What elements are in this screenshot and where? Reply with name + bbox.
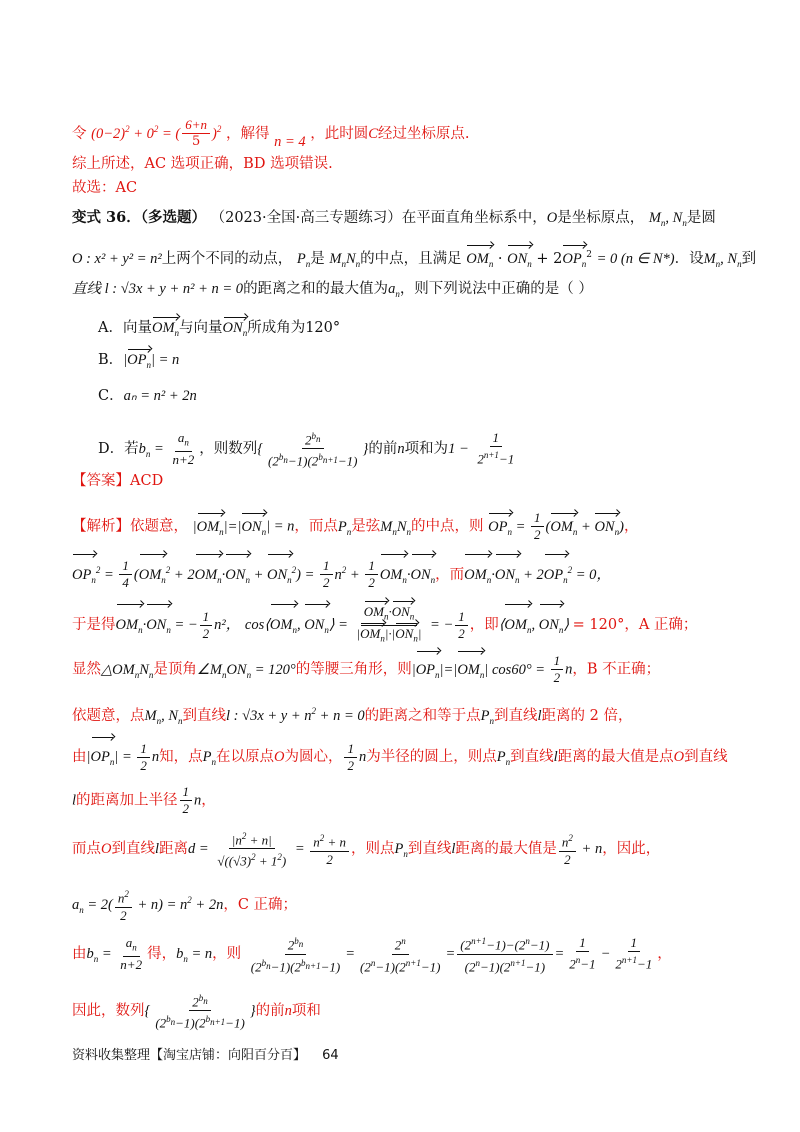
text: 由 <box>72 946 87 962</box>
text: 在以原点 <box>215 749 274 765</box>
text: A．向量 <box>98 320 152 336</box>
equation: $(0-2)^2 + 0^2$ = ( <box>91 124 181 142</box>
text: 的距离加上半径 <box>76 792 178 809</box>
text: 因此，数列 <box>72 1002 145 1019</box>
text: C <box>368 125 378 142</box>
text: n <box>284 1002 292 1019</box>
analysis-line-8: 而点O到直线l距离d = $\frac{|n^2 + n|}{√((√3)^2 + 1^2)}$ = $\frac{n^2 + n}{2}$ ，则点$P_n$到直线l距离的最大值是 $\frac{n^2}{2}$ + n，因此， <box>72 828 660 874</box>
analysis-line-7: l的距离加上半径 $\frac{1}{2}$ n， <box>72 784 216 816</box>
analysis-line-4: 显然$\triangle OM_nN_n$是顶角$\angle M_nON_n = 120^\circ$的等腰三角形，则$|OP_n|=|OM_n|$ cos60° = $\frac{1}{2}$ n，B 不正确； <box>72 653 660 690</box>
text: 的前 <box>255 1002 285 1019</box>
equation: = n <box>158 352 180 368</box>
text: 是坐标原点， <box>557 210 645 226</box>
equation: = 0 (n ∈ N*) <box>596 250 675 267</box>
text: 是顶角 <box>153 661 197 678</box>
text: 的中点，则 <box>411 518 484 535</box>
equation: | = n <box>266 518 295 535</box>
equation: $M_n$, $N_n$ <box>703 250 742 269</box>
analysis-line-9: $a_n = 2$( $\frac{n^2}{2}$ + $n) = n^2 + 2n$，C 正确； <box>72 880 297 930</box>
option-c <box>98 384 197 405</box>
footer-text: 资料收集整理【淘宝店铺：向阳百分百】 <box>72 1048 307 1063</box>
text: ，解得 <box>225 125 270 142</box>
text: 距离的最大值是 <box>455 840 557 857</box>
equation: = 0， <box>575 566 611 583</box>
text: ，则点 <box>351 840 395 857</box>
equation: $OM_n$ <box>151 320 180 338</box>
text: 的等腰三角形，则 <box>295 661 412 678</box>
text: ，则下列说法中正确的是（ ） <box>399 281 593 297</box>
question-line-3 <box>72 278 593 305</box>
text: 到直线 <box>182 707 227 724</box>
text: 到直线 <box>510 749 554 765</box>
text: 依题意， <box>130 518 188 535</box>
equation: $a_n$ <box>388 281 400 299</box>
equation: $M_n$, $N_n$ <box>648 210 687 228</box>
text: 到直线 <box>684 749 728 765</box>
text: ，因此， <box>602 840 661 857</box>
analysis-line-5: 依题意，点$M_n$, $N_n$到直线l : $√3x + y + n^2 + n = 0$的距离之和等于点$P_n$到直线l距离的 2 倍， <box>72 706 633 726</box>
equation: $OP_n^2$ = <box>72 567 117 583</box>
text: 到直线 <box>111 840 155 857</box>
text: = 120°，A 正确； <box>572 617 698 634</box>
text: 而点 <box>72 840 101 857</box>
text: C． <box>98 388 124 404</box>
solution-line-3: 故选：AC <box>72 180 138 196</box>
analysis-line-10: 由$b_n$ = $\frac{a_n}{n+2}$ 得，$b_n = n$，则 $\frac{2^{b_n}}{(2^{b_n}-1)(2^{b_{n+1}}-1)}$ = $\frac{2^n}{(2^n-1)(2^{n+1}-1)}$ = $\frac{(2^{n+1}-1)-(2^n-1)}{(2^n-1)(2^{n+1}-1)}$ = $\frac{1}{2^n-1}$ − $\frac{1}{2^{n+1}-1}$ ， <box>72 932 672 981</box>
equation: O : x² + y² = n² <box>72 250 162 267</box>
fraction: $\frac{2^{b_n}}{(2^{b_n}-1)(2^{b_{n+1}}-1)}$ <box>265 428 360 470</box>
solution-line-2: 综上所述，AC 选项正确，BD 选项错误. <box>72 156 333 172</box>
text: ，而 <box>435 566 465 583</box>
option-a <box>98 316 340 338</box>
text: 为圆心， <box>284 749 343 765</box>
text: 依题意，点 <box>72 707 145 724</box>
text: B． <box>98 352 124 368</box>
question-line-2 <box>72 244 756 275</box>
analysis-line-6: 由$|OP_n|$ = $\frac{1}{2}$ n知，点$P_n$在以原点O为圆心， $\frac{1}{2}$ n为半径的圆上，则点$P_n$到直线l距离的最大值是点O到直线 <box>72 740 728 779</box>
text: 到 <box>741 250 757 267</box>
equation: n²， <box>214 617 241 634</box>
text: 的中点，且满足 <box>360 250 462 267</box>
text: ．设 <box>674 250 704 267</box>
equation: $|OM_n|=|ON_n$ <box>193 519 266 535</box>
fraction: $\frac{1}{2^{n+1}-1}$ <box>477 430 515 467</box>
text: 上两个不同的动点， <box>161 250 293 267</box>
text: 所成角为120° <box>247 320 341 336</box>
analysis-line-3: 于是得$OM_n\cdot ON_n$ = − $\frac{1}{2}$ n²， $\cos⟨OM_n$, $ON_n⟩$ = $\frac{OM_n\cdot ON_n}{|OM_n|\cdot|ON_n|}$ = − $\frac{1}{2}$ ，即$⟨OM_n$, $ON_n⟩ = 120^\circ$，A 正确； <box>72 604 697 648</box>
text: ，则 <box>212 946 242 962</box>
fraction: $\frac{a_n}{n+2}$ <box>172 430 195 467</box>
text: 是圆 <box>686 210 716 226</box>
equation: n = 4 <box>274 133 306 150</box>
equation: { <box>257 440 264 457</box>
option-d: D．若$b_n$ = $\frac{a_n}{n+2}$ ，则数列{ $\frac{2^{b_n}}{(2^{b_n}-1)(2^{b_{n+1}}-1)}$ }的前n项和为1 − $\frac{1}{2^{n+1}-1}$ <box>98 428 519 470</box>
analysis-tag: 【解析】 <box>72 518 130 535</box>
text: 距离 <box>159 840 189 857</box>
text: 显然 <box>72 661 101 678</box>
analysis-line-2: $OP_n^2$ = $\frac{1}{4}$ $(OM_n^2 + 2OM_n\cdot ON_n + ON_n^2)$ = $\frac{1}{2}$ $n^2$ + $\frac{1}{2}$ $OM_n\cdot ON_n$，而$OM_n\cdot ON_n + 2OP_n^2 = 0$， <box>72 552 611 598</box>
fraction: $\frac{6+n}{5}$ <box>182 117 210 150</box>
text: 令 <box>72 125 87 142</box>
text: 到直线 <box>493 707 538 724</box>
equation: = − <box>174 617 198 634</box>
text: 距离的 2 倍， <box>541 707 633 724</box>
analysis-line-11: 因此，数列{ $\frac{2^{b_n}}{(2^{b_n}-1)(2^{b_{n+1}}-1)}$ }的前n项和 <box>72 990 321 1032</box>
answer: 【答案】ACD <box>72 473 164 489</box>
text: ，即 <box>469 617 499 634</box>
text: 距离的最大值是点 <box>557 749 674 765</box>
text: O <box>546 210 558 226</box>
equation: aₙ = n² + 2n <box>123 388 197 404</box>
page-footer <box>72 1044 339 1063</box>
analysis-line-1: 【解析】依题意， $|OM_n|=|ON_n| = n$，而点$P_n$是弦$M_nN_n$的中点，则 $OP_n$ = $\frac{1}{2}$ $(OM_n + ON_n)$， <box>72 510 639 542</box>
text: 与向量 <box>179 320 223 336</box>
text: ，此时圆 <box>310 125 369 142</box>
text: ，C 正确； <box>223 896 298 913</box>
equation: $OP_n$ = <box>488 519 529 535</box>
text: 于是得 <box>72 617 116 634</box>
text: ，而点 <box>294 518 338 535</box>
equation: 1 − <box>448 440 473 457</box>
text: 的前 <box>368 440 398 457</box>
text: ，B 不正确； <box>572 661 661 678</box>
text: 得， <box>147 946 177 962</box>
text: 经过坐标原点. <box>377 125 470 142</box>
text: ，则数列 <box>199 440 258 457</box>
text: 项和 <box>291 1002 321 1019</box>
text: 到直线 <box>407 840 452 857</box>
equation: $OM_n \cdot ON_n + 2OP_n^2$ <box>466 251 592 267</box>
page-number: 64 <box>322 1048 339 1063</box>
text: 知，点 <box>159 749 203 765</box>
text: 项和为 <box>404 440 449 457</box>
text: 为半径的圆上，则点 <box>366 749 497 765</box>
equation: $ON_n$ <box>222 320 248 338</box>
text: （2023·全国·高三专题练习）在平面直角坐标系中， <box>210 210 547 226</box>
question-title: 变式 36．（多选题） <box>72 209 206 226</box>
option-b <box>98 348 179 370</box>
text: 是 <box>310 250 325 267</box>
text: 由 <box>72 749 87 765</box>
text: 是弦 <box>351 518 381 535</box>
equation: $P_n$ <box>296 250 311 269</box>
text: 的距离之和等于点 <box>364 707 481 724</box>
equation: $|OP_n|$ <box>123 352 159 370</box>
solution-line-1: 令 $(0-2)^2 + 0^2$ = ( $\frac{6+n}{5}$ )$^2$ ，解得 n = 4 ，此时圆C经过坐标原点. <box>72 117 470 150</box>
equation: $b_n$ = <box>138 440 168 459</box>
equation: $M_nN_n$ <box>329 250 361 269</box>
text: 的距离之和的最大值为 <box>243 281 389 297</box>
text: D．若 <box>98 440 139 457</box>
equation: 直线 l : √3x + y + n² + n = 0 <box>72 281 244 297</box>
question-line-1 <box>72 207 716 234</box>
